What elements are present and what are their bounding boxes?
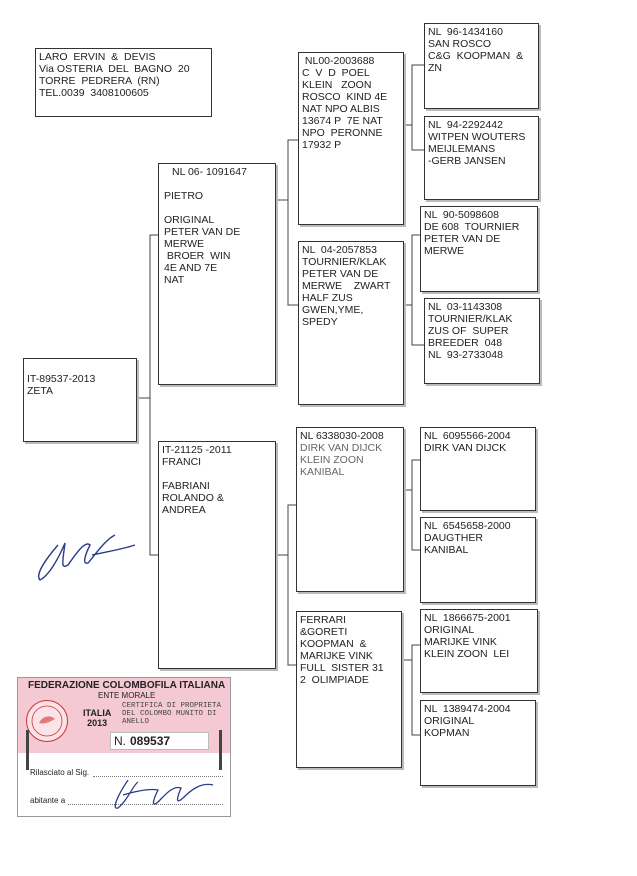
signature-certificate — [103, 770, 223, 815]
sire-note: MERWE — [164, 238, 205, 250]
note-line: TOURNIER/KLAK — [428, 313, 513, 325]
note-line: DAUGTHER — [424, 532, 483, 544]
ring-number: NL 94-2292442 — [428, 119, 503, 131]
note-line: DE 608 TOURNIER — [424, 221, 520, 233]
ring-number: NL 1866675-2001 — [424, 612, 511, 624]
resident-label: abitante a — [30, 796, 66, 805]
note-line: C V D POEL — [302, 67, 370, 79]
dam-note: ANDREA — [162, 504, 206, 516]
issued-to-label: Rilasciato al Sig. — [30, 768, 90, 777]
note-line: SAN ROSCO — [428, 38, 492, 50]
note-line: KANIBAL — [424, 544, 469, 556]
sire-note: BROER WIN — [164, 250, 231, 262]
spacer — [164, 202, 272, 214]
note-line: ORIGINAL — [424, 715, 475, 727]
note-line: MEIJLEMANS — [428, 143, 496, 155]
subject-name: ZETA — [27, 385, 54, 397]
note-line: MERWE ZWART — [302, 280, 391, 292]
ring-number: FERRARI — [300, 614, 347, 626]
federation-name: FEDERAZIONE COLOMBOFILA ITALIANA — [28, 680, 226, 691]
ring-number: NL 6095566-2004 — [424, 430, 511, 442]
ring-number: NL 96-1434160 — [428, 26, 503, 38]
sire-ring: NL 06- 1091647 — [172, 166, 247, 178]
spacer — [162, 468, 272, 480]
ring-number: NL 04-2057853 — [302, 244, 377, 256]
sire-sire-box — [298, 52, 404, 225]
note-line: BREEDER 048 — [428, 337, 503, 349]
sire-note: NAT — [164, 274, 185, 286]
subject-ring: IT-89537-2013 — [27, 373, 96, 385]
number-label: N. — [114, 734, 126, 748]
note-line: FULL SISTER 31 — [300, 662, 384, 674]
note-line: SPEDY — [302, 316, 338, 328]
sire-note: ORIGINAL — [164, 214, 215, 226]
ring-number: NL 03-1143308 — [428, 301, 503, 313]
note-line: KOPMAN — [424, 727, 470, 739]
note-line: 17932 P — [302, 139, 342, 151]
note-line: NL 93-2733048 — [428, 349, 503, 361]
sire-box — [158, 163, 276, 385]
note-line: MARIJKE VINK — [424, 636, 497, 648]
sire-note: PETER VAN DE — [164, 226, 241, 238]
ring-number: NL 6338030-2008 — [300, 430, 384, 442]
sire-dam-box — [298, 241, 404, 405]
country-year — [83, 708, 111, 728]
note-line: ROSCO KIND 4E — [302, 91, 388, 103]
certificate-header — [18, 678, 230, 753]
dam-box — [158, 441, 276, 669]
ddd-box — [420, 700, 536, 786]
sire-name: PIETRO — [164, 190, 204, 202]
certificate-number: 089537 — [130, 734, 171, 748]
sdd-box — [424, 298, 540, 384]
certificate-number-field — [110, 732, 209, 750]
owner-box — [35, 48, 212, 117]
dam-ring: IT-21125 -2011 — [162, 444, 232, 456]
owner-name: LARO ERVIN & DEVIS — [39, 51, 156, 63]
note-line: MERWE — [424, 245, 465, 257]
note-line: PETER VAN DE — [424, 233, 501, 245]
note-line: ZUS OF SUPER — [428, 325, 509, 337]
dam-name: FRANCI — [162, 456, 202, 468]
dam-sire-box — [296, 427, 404, 592]
note-line: DIRK VAN DIJCK — [424, 442, 507, 454]
note-line: KOOPMAN & — [300, 638, 367, 650]
dds-box — [420, 609, 538, 693]
note-line: 13674 P 7E NAT — [302, 115, 383, 127]
dam-note: ROLANDO & — [162, 492, 224, 504]
ownership-certificate — [17, 677, 231, 817]
note-line: KLEIN ZOON LEI — [424, 648, 510, 660]
ring-number: NL 90-5098608 — [424, 209, 499, 221]
certificate-text: CERTIFICA DI PROPRIETA DEL COLOMBO MUNITO DI ANELLO — [122, 702, 222, 726]
binder-clip — [219, 730, 222, 770]
note-line: DIRK VAN DIJCK — [300, 442, 383, 454]
dam-dam-box — [296, 611, 402, 768]
binder-clip — [26, 730, 29, 770]
note-line: C&G KOOPMAN & — [428, 50, 524, 62]
note-line: NAT NPO ALBIS — [302, 103, 380, 115]
note-line: ORIGINAL — [424, 624, 475, 636]
subject-box — [23, 358, 137, 442]
spacer — [164, 178, 272, 190]
owner-phone: TEL.0039 3408100605 — [39, 87, 149, 99]
note-line: NPO PERONNE — [302, 127, 383, 139]
note-line: PETER VAN DE — [302, 268, 379, 280]
ring-number: NL 6545658-2000 — [424, 520, 511, 532]
signature-left — [30, 515, 140, 590]
note-line: -GERB JANSEN — [428, 155, 506, 167]
country: ITALIA — [83, 708, 112, 718]
note-line: MARIJKE VINK — [300, 650, 373, 662]
ring-number: NL 1389474-2004 — [424, 703, 511, 715]
owner-city: TORRE PEDRERA (RN) — [39, 75, 160, 87]
note-line: 2 OLIMPIADE — [300, 674, 369, 686]
year: 2013 — [87, 718, 108, 728]
note-line: KLEIN ZOON — [300, 454, 364, 466]
sds-box — [420, 206, 538, 292]
note-line: TOURNIER/KLAK — [302, 256, 387, 268]
note-line: ZN — [428, 62, 442, 74]
dam-note: FABRIANI — [162, 480, 210, 492]
sire-note: 4E AND 7E — [164, 262, 218, 274]
ring-number: NL00-2003688 — [302, 55, 375, 67]
ente-morale: ENTE MORALE — [98, 691, 156, 700]
sss-box — [424, 23, 539, 109]
owner-address: Via OSTERIA DEL BAGNO 20 — [39, 63, 190, 75]
ssd-box — [424, 116, 539, 200]
note-line: HALF ZUS — [302, 292, 353, 304]
note-line: KLEIN ZOON — [302, 79, 372, 91]
note-line: GWEN,YME, — [302, 304, 364, 316]
note-line: KANIBAL — [300, 466, 345, 478]
dss-box — [420, 427, 536, 511]
note-line: WITPEN WOUTERS — [428, 131, 526, 143]
note-line: &GORETI — [300, 626, 348, 638]
dsd-box — [420, 517, 536, 603]
federation-seal-icon — [26, 700, 68, 742]
